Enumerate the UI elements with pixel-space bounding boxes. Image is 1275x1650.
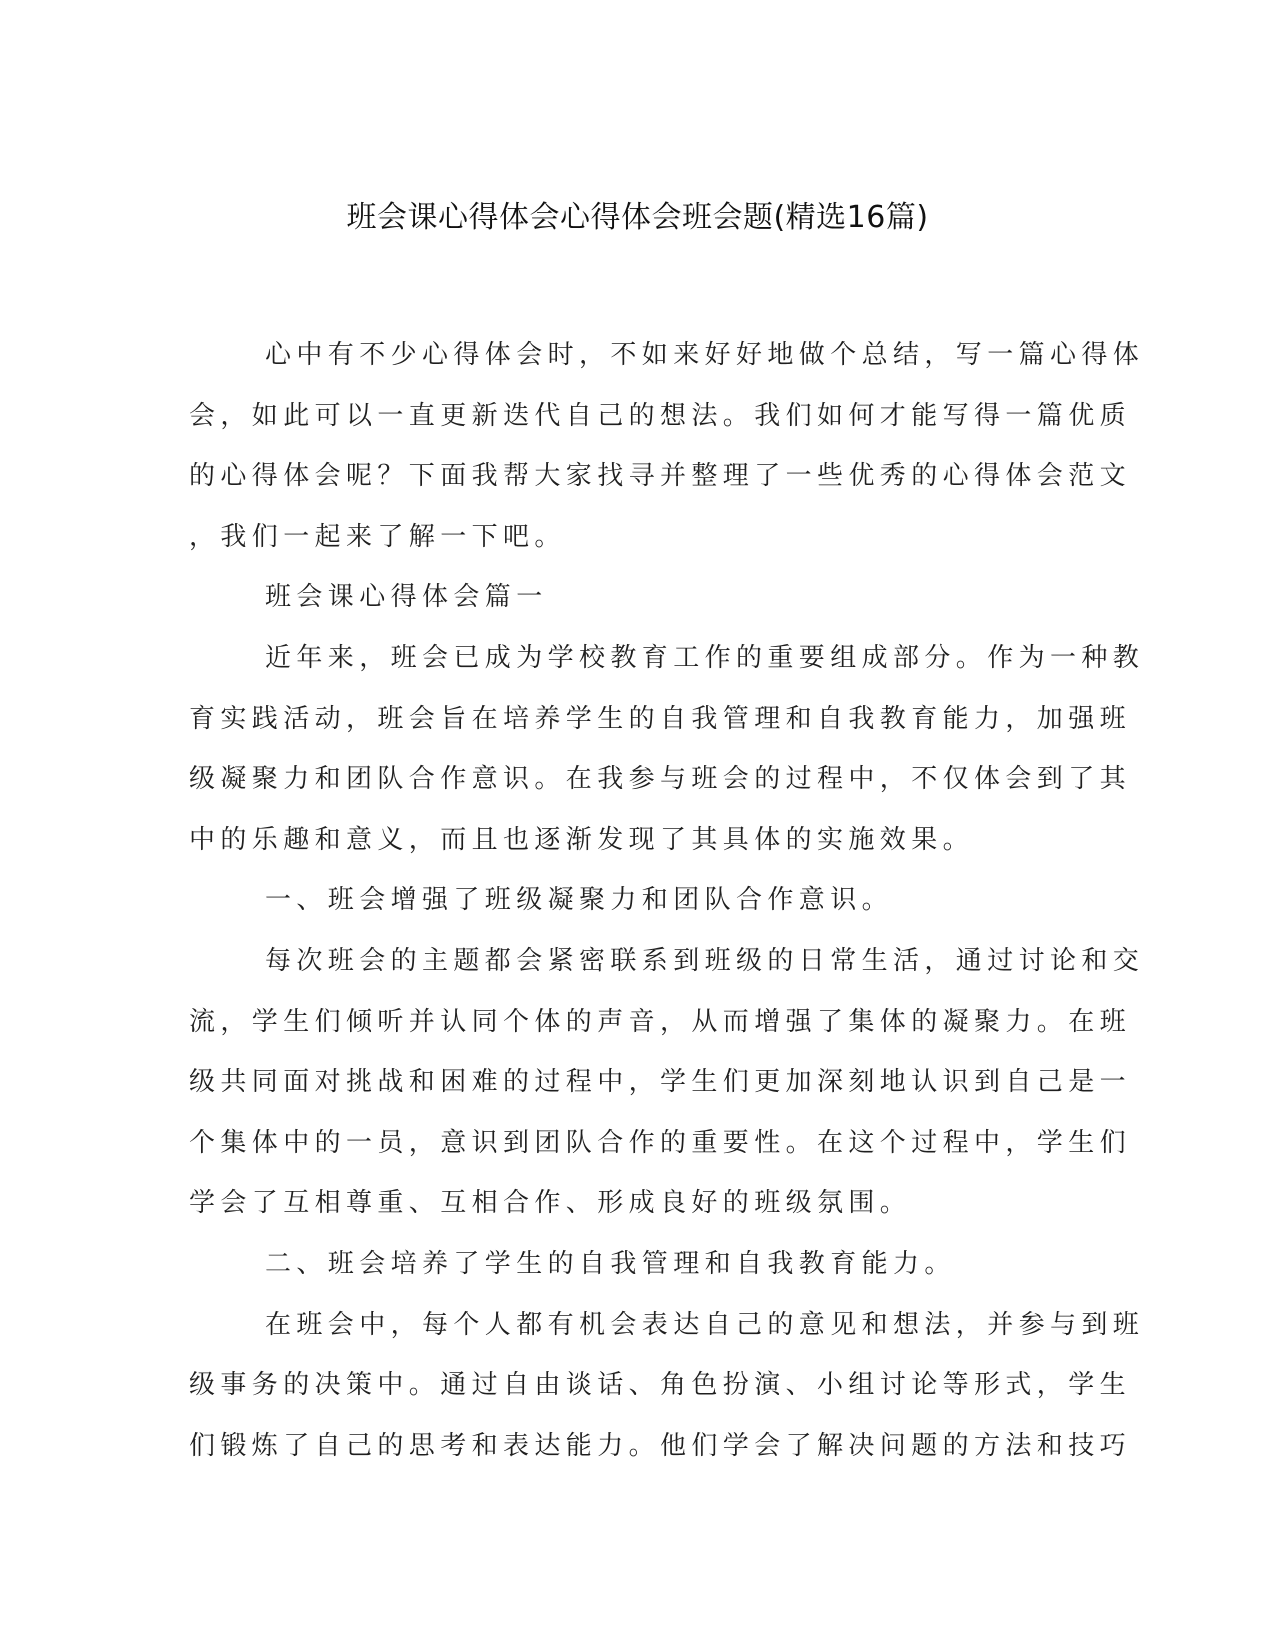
document-title: 班会课心得体会心得体会班会题(精选16篇)	[346, 200, 929, 235]
text-line: 学会了互相尊重、互相合作、形成良好的班级氛围。	[189, 1188, 912, 1219]
text-line: 们锻炼了自己的思考和表达能力。他们学会了解决问题的方法和技巧	[189, 1430, 1132, 1461]
text-line: 级凝聚力和团队合作意识。在我参与班会的过程中，不仅体会到了其	[189, 764, 1132, 795]
text-line: 每次班会的主题都会紧密联系到班级的日常生活，通过讨论和交	[265, 945, 1145, 976]
text-line: 级事务的决策中。通过自由谈话、角色扮演、小组讨论等形式，学生	[189, 1370, 1132, 1401]
document-body	[189, 325, 1145, 1476]
text-line: 会，如此可以一直更新迭代自己的想法。我们如何才能写得一篇优质	[189, 400, 1132, 431]
text-line: 中的乐趣和意义，而且也逐渐发现了其具体的实施效果。	[189, 824, 975, 855]
text-line: ，我们一起来了解一下吧。	[189, 521, 566, 552]
text-line: 个集体中的一员，意识到团队合作的重要性。在这个过程中，学生们	[189, 1127, 1132, 1158]
subsection-heading: 一、班会增强了班级凝聚力和团队合作意识。	[265, 885, 894, 916]
text-line: 的心得体会呢？下面我帮大家找寻并整理了一些优秀的心得体会范文	[189, 461, 1132, 492]
text-line: 级共同面对挑战和困难的过程中，学生们更加深刻地认识到自己是一	[189, 1067, 1132, 1098]
text-line: 育实践活动，班会旨在培养学生的自我管理和自我教育能力，加强班	[189, 703, 1132, 734]
text-line: 流，学生们倾听并认同个体的声音，从而增强了集体的凝聚力。在班	[189, 1006, 1132, 1037]
text-line: 在班会中，每个人都有机会表达自己的意见和想法，并参与到班	[265, 1309, 1145, 1340]
section-heading: 班会课心得体会篇一	[265, 582, 548, 613]
text-line: 近年来，班会已成为学校教育工作的重要组成部分。作为一种教	[265, 642, 1145, 673]
subsection-heading: 二、班会培养了学生的自我管理和自我教育能力。	[265, 1248, 956, 1279]
text-line: 心中有不少心得体会时，不如来好好地做个总结，写一篇心得体	[265, 340, 1145, 370]
